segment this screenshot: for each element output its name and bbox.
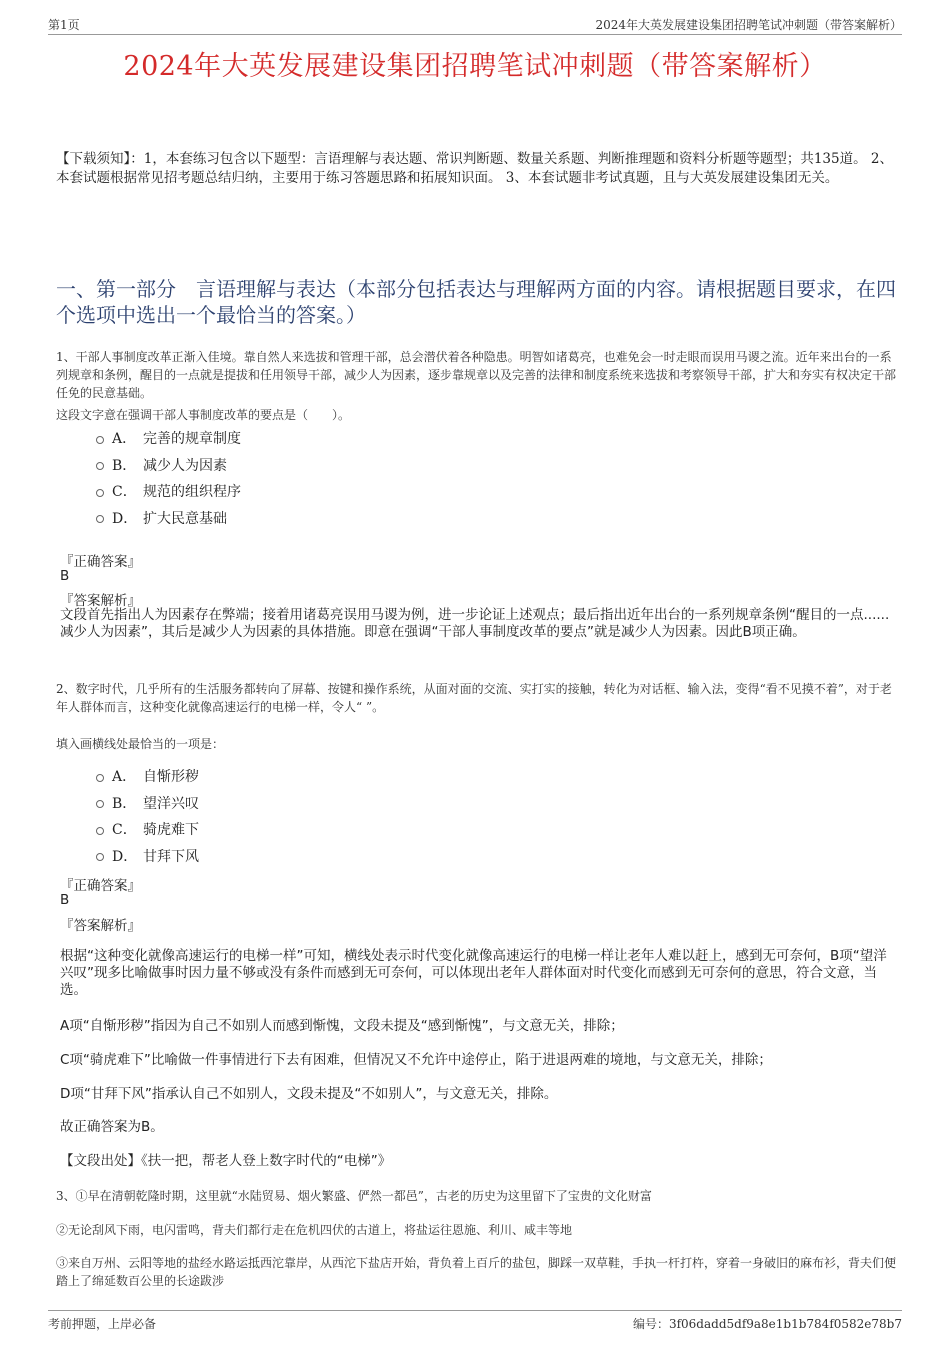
- q2-answer-label: 『正确答案』: [60, 878, 141, 894]
- q2-note-c: C项“骑虎难下”比喻做一件事情进行下去有困难，但情况又不允许中途停止，陷于进退两难的境地，与文意无关，排除；: [60, 1052, 772, 1068]
- radio-icon[interactable]: [96, 800, 104, 808]
- q2-note-d: D项“甘拜下风”指承认自己不如别人，文段未提及“不如别人”，与文意无关，排除。: [60, 1086, 558, 1102]
- page-header: [48, 14, 902, 35]
- radio-icon[interactable]: [96, 462, 104, 470]
- q1-option-c[interactable]: C． 规范的组织程序: [96, 478, 241, 505]
- q3-sentence-3: ③来自万州、云阳等地的盐经水路运抵西沱靠岸，从西沱下盐店开始，背负着上百斤的盐包，脚踩一双草鞋，手执一杆打杵，穿着一身破旧的麻布衫，背夫们便踏上了绵延数百公里的长途跋涉: [56, 1256, 897, 1288]
- q1-option-d[interactable]: D． 扩大民意基础: [96, 505, 241, 532]
- q2-source: 【文段出处】《扶一把，帮老人登上数字时代的“电梯”》: [60, 1153, 392, 1169]
- radio-icon[interactable]: [96, 489, 104, 497]
- radio-icon[interactable]: [96, 827, 104, 835]
- section-heading: 一、第一部分 言语理解与表达（本部分包括表达与理解两方面的内容。请根据题目要求，在四个选项中选出一个最恰当的答案。）: [56, 277, 896, 327]
- q2-analysis: 根据“这种变化就像高速运行的电梯一样”可知，横线处表示时代变化就像高速运行的电梯一样让老年人难以赶上，感到无可奈何，B项“望洋兴叹”现多比喻做事时因力量不够或没有条件而感到无可奈何，可以体现出老年人群体面对时代变化而感到无可奈何的意思，符合文意，当选。: [60, 948, 887, 998]
- q2-option-b[interactable]: B． 望洋兴叹: [96, 790, 199, 817]
- q3-sentence-2: ②无论刮风下雨，电闪雷鸣，背夫们都行走在危机四伏的古道上，将盐运往恩施、利川、咸丰等地: [56, 1223, 573, 1237]
- q1-stem: 1、干部人事制度改革正渐入佳境。靠自然人来选拔和管理干部，总会潜伏着各种隐患。明智如诸葛亮，也难免会一时走眼而误用马谡之流。近年来出台的一系列规章和条例，醒目的一点就是提拔和任用领导干部，减少人为因素，逐步靠规章以及完善的法律和制度系统来选拔和考察领导干部，扩大和夯实有权决定干部任免的民意基础。: [56, 350, 897, 400]
- q1-prompt: 这段文字意在强调干部人事制度改革的要点是（ ）。: [56, 408, 351, 422]
- q2-option-d[interactable]: D． 甘拜下风: [96, 843, 199, 870]
- q2-note-a: A项“自惭形秽”指因为自己不如别人而感到惭愧，文段未提及“感到惭愧”，与文意无关，排除；: [60, 1018, 624, 1034]
- footer-slogan: 考前押题，上岸必备: [48, 1317, 157, 1331]
- q2-options: [96, 763, 199, 869]
- q2-prompt: 填入画横线处最恰当的一项是：: [56, 737, 225, 751]
- q1-analysis-label: 『答案解析』: [60, 593, 141, 609]
- q1-answer-label: 『正确答案』: [60, 554, 141, 570]
- q2-option-c[interactable]: C． 骑虎难下: [96, 816, 199, 843]
- q2-conclusion: 故正确答案为B。: [60, 1119, 164, 1135]
- radio-icon[interactable]: [96, 853, 104, 861]
- q1-option-a[interactable]: A． 完善的规章制度: [96, 425, 241, 452]
- header-doc-title: 2024年大英发展建设集团招聘笔试冲刺题（带答案解析）: [595, 18, 902, 32]
- download-notice: 【下载须知】：1，本套练习包含以下题型：言语理解与表达题、常识判断题、数量关系题、判断推理题和资料分析题等题型；共135道。 2、本套试题根据常见招考题总结归纳，主要用于练习答题思路和拓展知识面。 3、本套试题非考试真题，且与大英发展建设集团无关。: [56, 151, 893, 186]
- q2-answer: B: [60, 892, 70, 908]
- q1-analysis: 文段首先指出人为因素存在弊端；接着用诸葛亮误用马谡为例，进一步论证上述观点；最后指出近年出台的一系列规章条例“醒目的一点......减少人为因素”，其后是减少人为因素的具体措施。即意在强调“干部人事制度改革的要点”就是减少人为因素。因此B项正确。: [60, 607, 890, 640]
- radio-icon[interactable]: [96, 515, 104, 523]
- q2-option-a[interactable]: A． 自惭形秽: [96, 763, 199, 790]
- q2-stem: 2、数字时代，几乎所有的生活服务都转向了屏幕、按键和操作系统，从面对面的交流、实打实的接触，转化为对话框、输入法，变得“看不见摸不着”，对于老年人群体而言，这种变化就像高速运行的电梯一样，令人“ ”。: [56, 682, 892, 714]
- radio-icon[interactable]: [96, 774, 104, 782]
- page-number: 第1页: [48, 18, 80, 32]
- q1-option-b[interactable]: B． 减少人为因素: [96, 452, 241, 479]
- q1-options: [96, 425, 241, 531]
- radio-icon[interactable]: [96, 436, 104, 444]
- q3-sentence-1: 3、①早在清朝乾隆时期，这里就“水陆贸易、烟火繁盛、俨然一都邑”，古老的历史为这里留下了宝贵的文化财富: [56, 1189, 652, 1203]
- q2-analysis-label: 『答案解析』: [60, 918, 141, 934]
- footer-serial: 编号：3f06dadd5df9a8e1b1b784f0582e78b7: [632, 1317, 902, 1331]
- page-footer: [48, 1310, 902, 1333]
- document-title: 2024年大英发展建设集团招聘笔试冲刺题（带答案解析）: [123, 51, 827, 82]
- q1-answer: B: [60, 568, 70, 584]
